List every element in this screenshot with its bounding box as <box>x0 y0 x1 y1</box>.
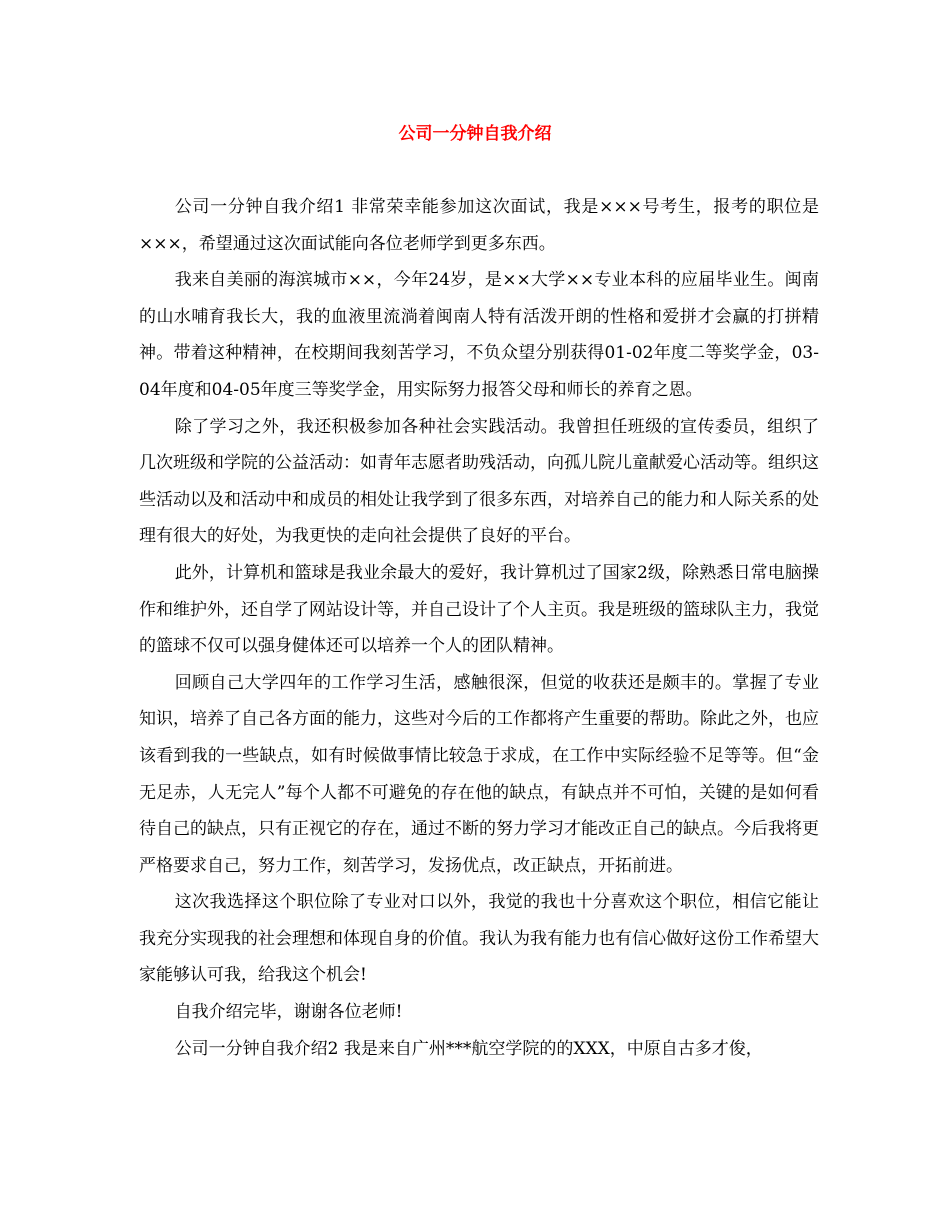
paragraph-reflection: 回顾自己大学四年的工作学习生活，感触很深，但觉的收获还是颇丰的。掌握了专业知识，培养了自己各方面的能力，这些对今后的工作都将产生重要的帮助。除此之外，也应该看到我的一些缺点，如有时候做事情比较急于求成，在工作中实际经验不足等等。但“金无足赤，人无完人”每个人都不可避免的存在他的缺点，有缺点并不可怕，关键的是如何看待自己的缺点，只有正视它的存在，通过不断的努力学习才能改正自己的缺点。今后我将更严格要求自己，努力工作，刻苦学习，发扬优点，改正缺点，开拓前进。 <box>139 672 819 876</box>
paragraph-motivation: 这次我选择这个职位除了专业对口以外，我觉的我也十分喜欢这个职位，相信它能让我充分实现我的社会理想和体现自身的价值。我认为我有能力也有信心做好这份工作希望大家能够认可我，给我这个机会! <box>139 892 819 986</box>
paragraph-background: 我来自美丽的海滨城市××，今年24岁，是××大学××专业本科的应届毕业生。闽南的山水哺育我长大，我的血液里流淌着闽南人特有活泼开朗的性格和爱拼才会赢的打拼精神。带着这种精神，在校期间我刻苦学习，不负众望分别获得01-02年度二等奖学金，03-04年度和04-05年度三等奖学金，用实际努力报答父母和师长的养育之恩。 <box>139 270 819 400</box>
paragraph-intro-2: 公司一分钟自我介绍2 我是来自广州***航空学院的的XXX，中原自古多才俊， <box>174 1038 763 1059</box>
paragraph-activities: 除了学习之外，我还积极参加各种社会实践活动。我曾担任班级的宣传委员，组织了几次班级和学院的公益活动：如青年志愿者助残活动，向孤儿院儿童献爱心活动等。组织这些活动以及和活动中和成员的相处让我学到了很多东西，对培养自己的能力和人际关系的处理有很大的好处，为我更快的走向社会提供了良好的平台。 <box>139 416 819 547</box>
paragraph-closing: 自我介绍完毕，谢谢各位老师! <box>174 1002 403 1023</box>
paragraph-hobbies: 此外，计算机和篮球是我业余最大的爱好，我计算机过了国家2级，除熟悉日常电脑操作和维护外，还自学了网站设计等，并自己设计了个人主页。我是班级的篮球队主力，我觉的篮球不仅可以强身健体还可以培养一个人的团队精神。 <box>139 562 819 657</box>
paragraph-intro-1: 公司一分钟自我介绍1 非常荣幸能参加这次面试，我是×××号考生，报考的职位是×××，希望通过这次面试能向各位老师学到更多东西。 <box>139 197 819 254</box>
document-body <box>139 189 819 1067</box>
document-title: 公司一分钟自我介绍 <box>398 124 552 144</box>
